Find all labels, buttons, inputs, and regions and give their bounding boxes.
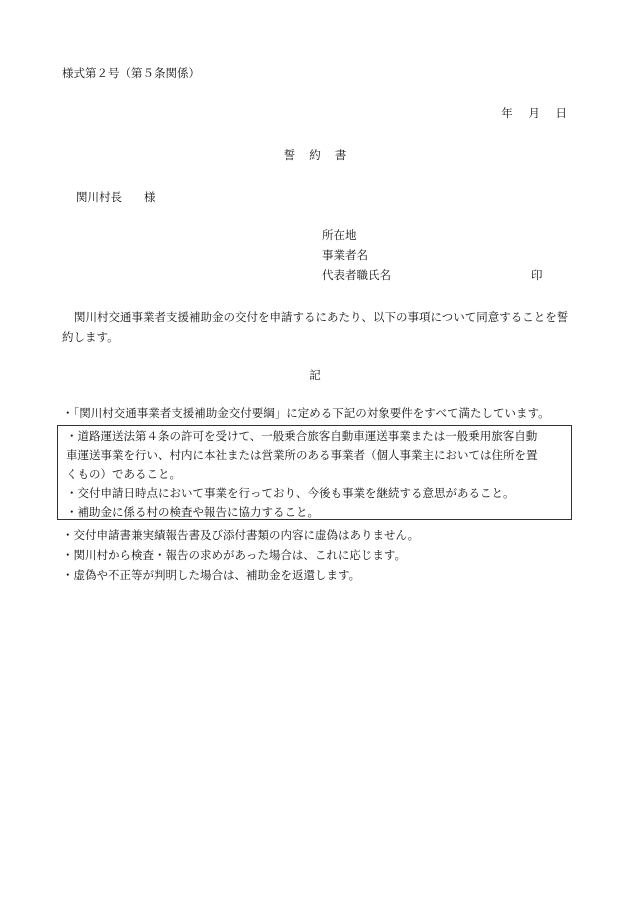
date-day-label: 日 — [555, 106, 567, 120]
addressee-name: 関川村長 — [76, 190, 122, 204]
requirement-item-1-line-2: 車運送事業を行い、村内に本社または営業所のある事業者（個人事業主においては住所を置 — [66, 448, 538, 462]
form-number: 様式第２号（第５条関係） — [62, 66, 200, 80]
pledge-item: ・交付申請書兼実績報告書及び添付書類の内容に虚偽はありません。 — [62, 528, 420, 542]
requirement-item-3: ・補助金に係る村の検査や報告に協力すること。 — [66, 505, 319, 519]
seal-mark: 印 — [531, 268, 543, 282]
date-month-label: 月 — [528, 106, 540, 120]
pledge-item: ・関川村から検査・報告の求めがあった場合は、これに応じます。 — [62, 548, 406, 562]
ki-heading: 記 — [309, 368, 321, 382]
date-line — [489, 106, 567, 121]
requirement-item-1-line-1: ・道路運送法第４条の許可を受けて、一般乗合旅客自動車運送事業または一般乗用旅客自動 — [66, 429, 538, 443]
addressee-honorific: 様 — [144, 190, 156, 204]
applicant-business-name-label: 事業者名 — [322, 248, 368, 262]
requirement-item-1-line-3: くもの）であること。 — [66, 467, 181, 481]
requirements-box — [57, 425, 572, 520]
applicant-address-label: 所在地 — [322, 228, 357, 242]
date-year-label: 年 — [501, 106, 513, 120]
document-title: 誓約書 — [283, 148, 361, 162]
requirement-item-2: ・交付申請日時点において事業を行っており、今後も事業を継続する意思があること。 — [66, 486, 515, 500]
applicant-representative-label: 代表者職氏名 — [322, 268, 391, 282]
intro-paragraph: 関川村交通事業者支援補助金の交付を申請するにあたり、以下の事項について同意することを誓約します。 — [62, 310, 569, 345]
pledge-item: ・虚偽や不正等が判明した場合は、補助金を返還します。 — [62, 568, 361, 582]
requirements-lead: ・「関川村交通事業者支援補助金交付要綱」に定める下記の対象要件をすべて満たしています。 — [62, 406, 550, 420]
addressee — [76, 190, 156, 205]
